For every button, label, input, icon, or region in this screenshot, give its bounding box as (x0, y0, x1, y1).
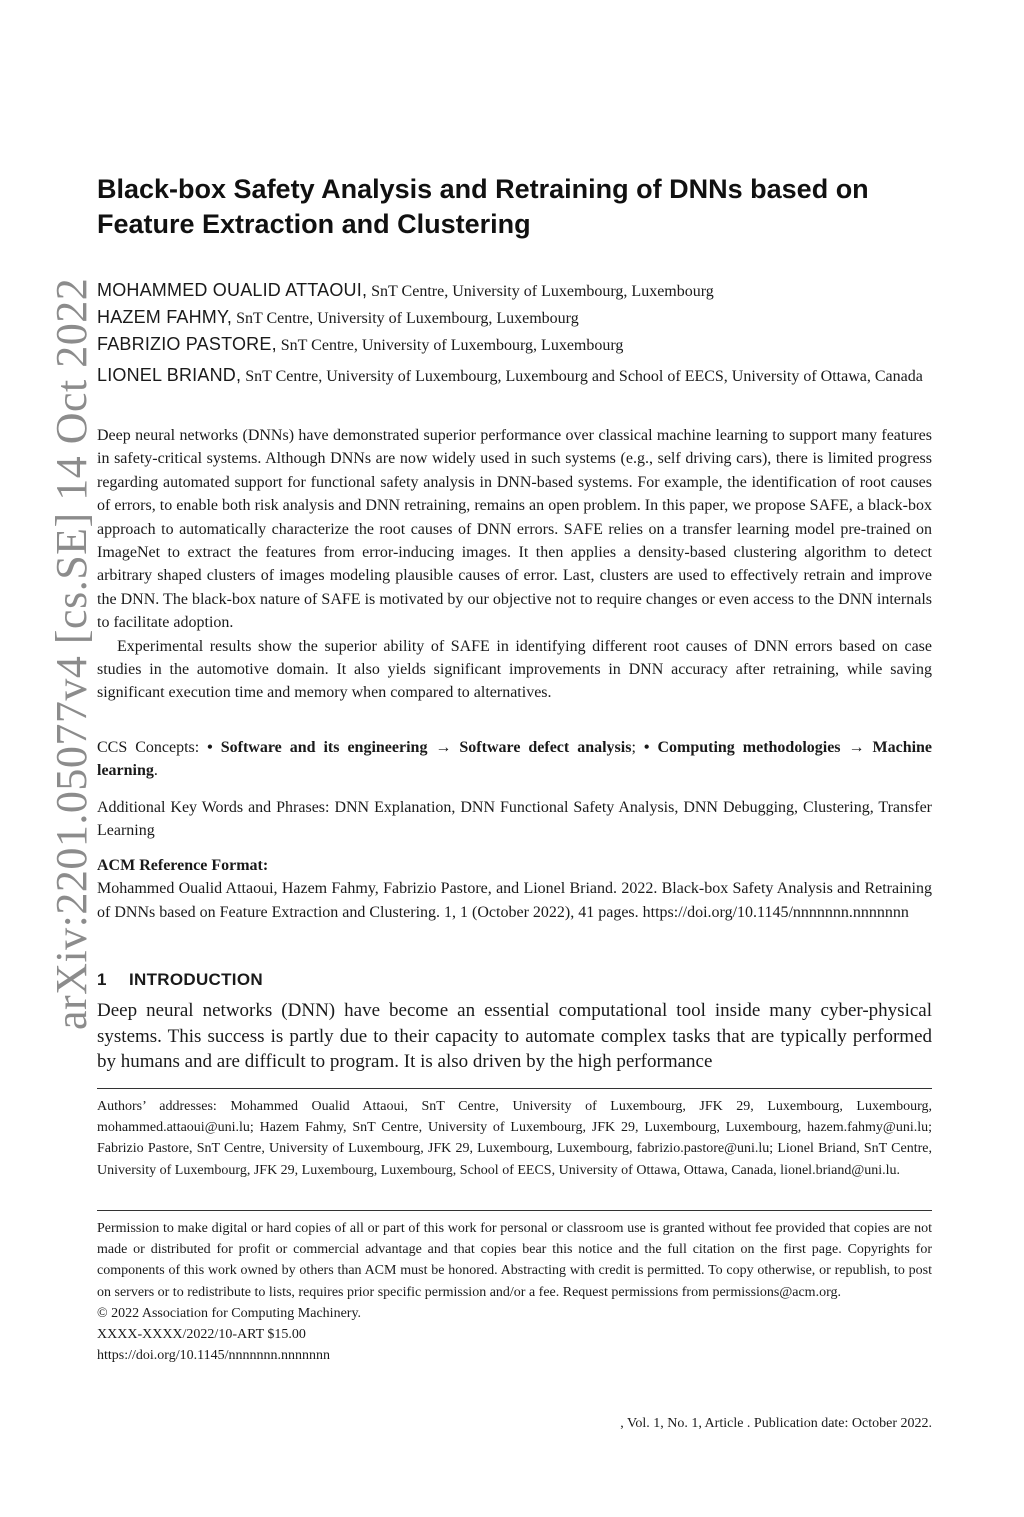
author-name: FABRIZIO PASTORE, (97, 334, 277, 354)
ccs-category: • Computing methodologies (643, 739, 841, 756)
keywords-text: Additional Key Words and Phrases: DNN Explanation, DNN Functional Safety Analysis, DNN Debugging, Clustering, Transfer Learning (97, 799, 932, 840)
ccs-concepts (97, 736, 932, 783)
permission-text: Permission to make digital or hard copies of all or part of this work for personal or classroom use is granted without fee provided that copies are not made or distributed for profit or commercial advantage and that copies bear this notice and the full citation on the first page. Copyrights for components of this work owned by others than ACM must be honored. Abstracting with credit is permitted. To copy otherwise, or republish, to post on servers or to redistribute to lists, requires prior specific permission and/or a fee. Request permissions from permissions@acm.org. (97, 1221, 932, 1300)
permission-notice (97, 1218, 932, 1366)
author-name: HAZEM FAHMY, (97, 307, 233, 327)
paper-title: Black-box Safety Analysis and Retraining of DNNs based on Feature Extraction and Clustering (97, 174, 869, 239)
author-name: MOHAMMED OUALID ATTAOUI, (97, 280, 368, 300)
abstract-paragraph: Deep neural networks (DNNs) have demonstrated superior performance over classical machine learning to support many features in safety-critical systems. Although DNNs are now widely used in such systems (e.g., self driving cars), there is limited progress regarding automated support for functional safety analysis in DNN-based systems. For example, the identification of root causes of errors, to enable both risk analysis and DNN retraining, remains an open problem. In this paper, we propose SAFE, a black-box approach to automatically characterize the root causes of DNN errors. SAFE relies on a transfer learning model pre-trained on ImageNet to extract the features from error-inducing images. It then applies a density-based clustering algorithm to detect arbitrary shaped clusters of images modeling plausible causes of error. Last, clusters are used to effectively retrain and improve the DNN. The black-box nature of SAFE is motivated by our objective not to require changes or even access to the DNN internals to facilitate adoption. (97, 427, 932, 632)
ccs-arrow: → (427, 739, 460, 756)
page-footer: , Vol. 1, No. 1, Article . Publication date: October 2022. (620, 1416, 932, 1431)
author-line (97, 280, 937, 302)
ccs-prefix: CCS Concepts: (97, 739, 208, 756)
author-affiliation: SnT Centre, University of Luxembourg, Luxembourg (232, 310, 579, 327)
acm-reference-text: Mohammed Oualid Attaoui, Hazem Fahmy, Fabrizio Pastore, and Lionel Briand. 2022. Black-box Safety Analysis and Retraining of DNNs based on Feature Extraction and Clustering. 1, 1 (October 2022), 41 pages. https://doi.org/10.1145/nnnnnnn.nnnnnnn (97, 880, 932, 921)
issn-text: XXXX-XXXX/2022/10-ART $15.00 (97, 1327, 306, 1343)
author-affiliation: SnT Centre, University of Luxembourg, Luxembourg (276, 337, 624, 354)
abstract-paragraph: Experimental results show the superior ability of SAFE in identifying different root causes of DNN errors based on case studies in the automotive domain. It also yields significant improvements in DNN accuracy after retraining, while saving significant execution time and memory when compared to alternatives. (97, 637, 932, 702)
section-title: INTRODUCTION (129, 970, 263, 989)
author-name: LIONEL BRIAND, (97, 365, 242, 385)
author-line (97, 334, 937, 356)
doi-link[interactable]: https://doi.org/10.1145/nnnnnnn.nnnnnnn (97, 1348, 330, 1364)
section-number: 1 (97, 970, 107, 989)
author-line (97, 361, 937, 391)
keywords (97, 796, 932, 843)
abstract (97, 424, 932, 705)
ccs-concept: Software defect analysis (459, 739, 632, 756)
section-heading (97, 970, 263, 990)
acm-reference-heading: ACM Reference Format: (97, 857, 269, 874)
introduction-text: Deep neural networks (DNN) have become an essential computational tool inside many cyber-physical systems. This success is partly due to their capacity to automate complex tasks that are typically performed by humans and are difficult to program. It is also driven by the high performance (97, 1000, 932, 1072)
author-affiliation: SnT Centre, University of Luxembourg, Luxembourg (367, 283, 714, 300)
acm-reference (97, 854, 932, 924)
ccs-concept: Machine learning (97, 739, 933, 780)
ccs-separator: ; (631, 739, 644, 756)
ccs-arrow: → (840, 739, 873, 756)
ccs-concepts-text (97, 736, 932, 783)
arxiv-identifier-stamp: arXiv:2201.05077v4 [cs.SE] 14 Oct 2022 (47, 277, 96, 1030)
copyright-text: © 2022 Association for Computing Machinery. (97, 1305, 362, 1321)
ccs-category: • Software and its engineering (207, 739, 428, 756)
permission-divider (97, 1210, 932, 1211)
authors-addresses (97, 1096, 932, 1181)
ccs-end: . (153, 762, 158, 780)
authors-addresses-text: Authors’ addresses: Mohammed Oualid Attaoui, SnT Centre, University of Luxembourg, JFK 29, Luxembourg, Luxembourg, mohammed.attaoui@uni.lu; Hazem Fahmy, SnT Centre, University of Luxembourg, JFK 29, Luxembourg, Luxembourg, hazem.fahmy@uni.lu; Fabrizio Pastore, SnT Centre, University of Luxembourg, JFK 29, Luxembourg, Luxembourg, fabrizio.pastore@uni.lu; Lionel Briand, SnT Centre, University of Luxembourg, JFK 29, Luxembourg, Luxembourg, School of EECS, University of Ottawa, Ottawa, Canada, lionel.briand@uni.lu. (97, 1099, 932, 1178)
author-affiliation: SnT Centre, University of Luxembourg, Luxembourg and School of EECS, University of Ottawa, Canada (241, 368, 923, 385)
author-line (97, 307, 937, 329)
footnote-divider (97, 1088, 932, 1089)
